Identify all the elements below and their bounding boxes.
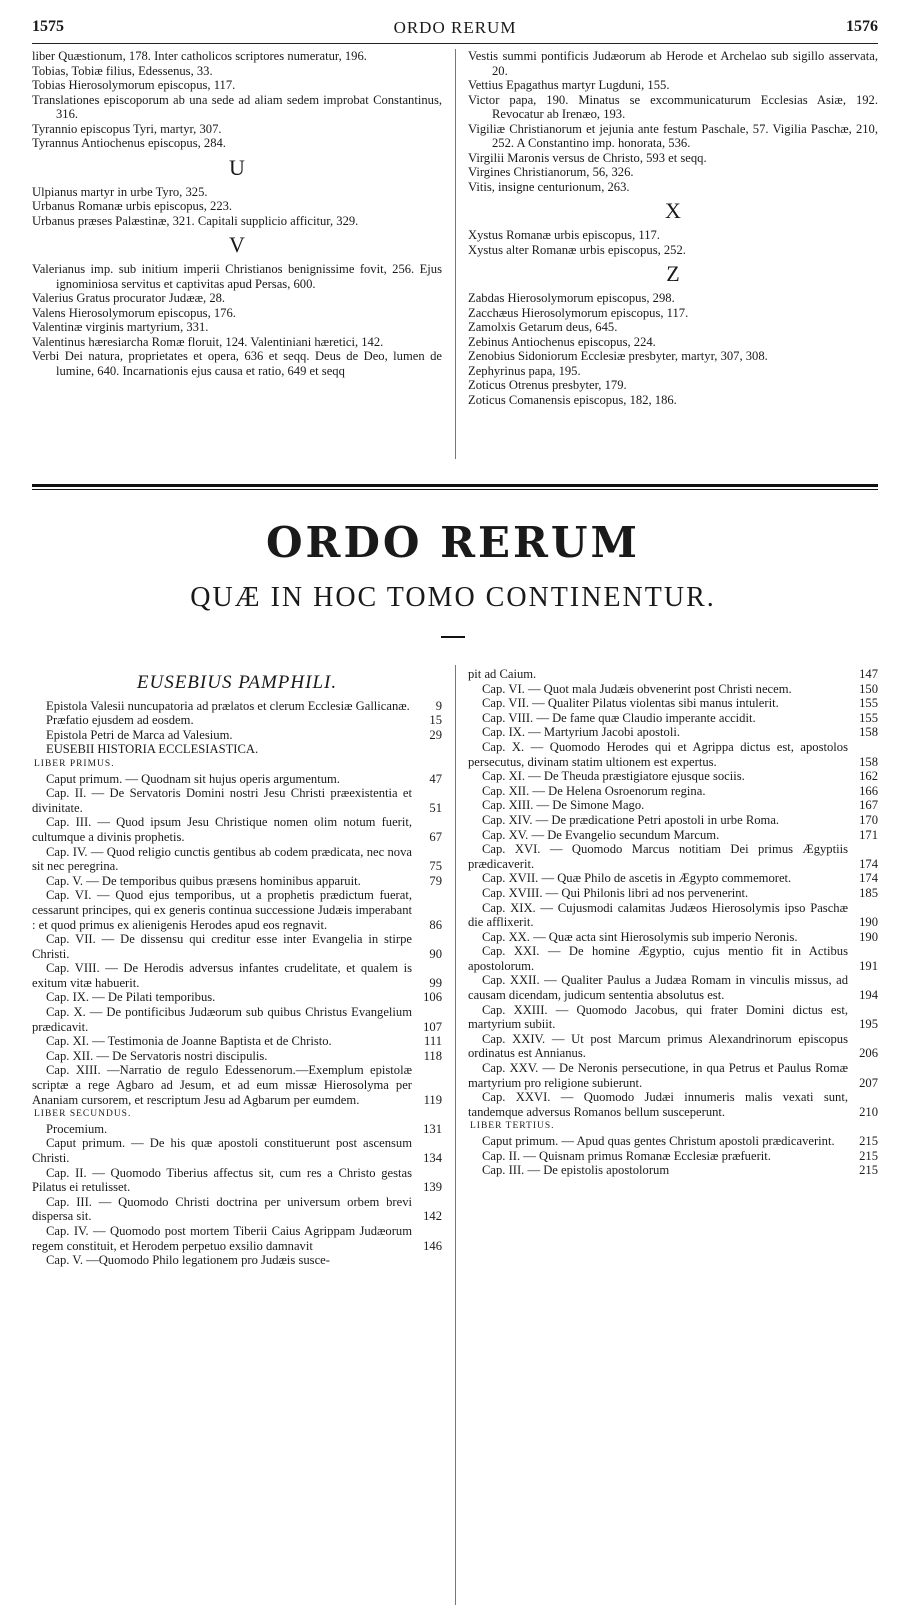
toc-page-number: 155 — [859, 696, 878, 711]
index-entry: Tobias, Tobiæ filius, Edessenus, 33. — [32, 63, 213, 78]
index-entry: Valerianus imp. sub initium imperii Christianos benignissime fovit, 256. Ejus ignominiosa servitus et captivitas apud Persas, 600. — [32, 262, 442, 291]
index-entry: Zephyrinus papa, 195. — [468, 363, 581, 378]
toc-item-text: Cap. XI. — Testimonia de Joanne Baptista et de Christo. — [46, 1034, 332, 1049]
toc-item — [32, 1122, 442, 1137]
toc-item-text: Cap. XIII. — De Simone Mago. — [482, 798, 645, 813]
index-entry: Valentinæ virginis martyrium, 331. — [32, 320, 209, 334]
toc-item — [32, 699, 442, 714]
toc-item — [32, 961, 442, 990]
toc-item-text: Cap. III. — Quomodo Christi doctrina per universum orbem brevi dispersa sit. — [32, 1194, 412, 1224]
toc-item-text: Cap. XII. — De Servatoris nostri discipulis. — [46, 1048, 268, 1063]
toc-page-number: 207 — [859, 1075, 878, 1090]
page-number-right: 1576 — [846, 18, 878, 35]
index-entry: Vitis, insigne centurionum, 263. — [468, 179, 630, 194]
toc-item-text: Cap. VIII. — De fame quæ Claudio imperante accidit. — [482, 710, 756, 725]
toc-item-text: Cap. XIX. — Cujusmodi calamitas Judæos Hierosolymis ipso Paschæ die afflixerit. — [468, 900, 848, 930]
index-entry: Valerius Gratus procurator Judææ, 28. — [32, 291, 226, 305]
index-entry: Urbanus Romanæ urbis episcopus, 223. — [32, 199, 233, 213]
toc-page-number: 119 — [423, 1092, 442, 1107]
toc-item — [468, 667, 878, 682]
toc-item-text: Cap. XV. — De Evangelio secundum Marcum. — [482, 827, 720, 842]
toc-page-number: 194 — [859, 988, 878, 1003]
toc-item-text: pit ad Caium. — [468, 667, 537, 681]
toc-item — [468, 930, 878, 945]
toc-item — [468, 901, 878, 930]
toc-item-text: Cap. XXIV. — Ut post Marcum primus Alexandrinorum episcopus ordinatus est Annianus. — [468, 1031, 848, 1061]
index-column-right — [468, 49, 878, 407]
toc-item-text: Caput primum. — De his quæ apostoli constituerunt post ascensum Christi. — [32, 1136, 412, 1165]
toc-page-number: 191 — [859, 958, 878, 973]
toc-page-number: 174 — [859, 871, 878, 886]
toc-item-text: Cap. X. — De pontificibus Judæorum sub quibus Christus Evangelium prædicavit. — [32, 1005, 412, 1034]
toc-page-number: 111 — [424, 1034, 442, 1049]
toc-column-left — [32, 672, 442, 1268]
toc-item — [32, 1136, 442, 1165]
toc-subtitle: QUÆ IN HOC TOMO CONTINENTUR. — [190, 582, 716, 613]
toc-item — [468, 973, 878, 1002]
toc-item — [468, 740, 878, 769]
toc-page-number: 131 — [423, 1121, 442, 1136]
toc-item — [32, 888, 442, 932]
toc-item-text: Caput primum. — Apud quas gentes Christum apostoli prædicaverint. — [482, 1134, 835, 1148]
toc-item — [468, 784, 878, 799]
toc-item-text: Præfatio ejusdem ad eosdem. — [46, 713, 194, 728]
toc-item — [468, 769, 878, 784]
toc-page-number: 79 — [429, 873, 442, 888]
toc-item-text: Cap. VI. — Quot mala Judæis obvenerint post Christi necem. — [482, 681, 792, 696]
toc-page-number: 174 — [859, 856, 878, 871]
index-entry: Zacchæus Hierosolymorum episcopus, 117. — [468, 305, 689, 320]
toc-item — [468, 711, 878, 726]
toc-page-number: 142 — [423, 1209, 442, 1224]
index-entry: Valentinus hæresiarcha Romæ floruit, 124. Valentiniani hæretici, 142. — [32, 334, 384, 349]
toc-item-text: Cap. XIII. —Narratio de regulo Edessenorum.—Exemplum epistolæ scriptæ a rege Agbaro ad Jesum, et ad eum missæ Hierosolyma per Ananiam cursorem, et rescriptum Jesu ad Agbarum per eumdem. — [32, 1063, 412, 1107]
index-entry: Vestis summi pontificis Judæorum ab Herode et Archelao sub sigillo asservata, 20. — [468, 49, 878, 78]
toc-item — [468, 871, 878, 886]
toc-page-number: 107 — [423, 1019, 442, 1034]
toc-item — [468, 798, 878, 813]
toc-item-text: Cap. X. — Quomodo Herodes qui et Agrippa dictus est, apostolos persecutus, divinam statim ultionem est expertus. — [468, 739, 848, 769]
toc-page-number: 139 — [423, 1180, 442, 1195]
toc-item — [32, 1166, 442, 1195]
toc-item-text: Cap. XX. — Quæ acta sint Hierosolymis sub imperio Neronis. — [482, 929, 798, 944]
index-entry: Zenobius Sidoniorum Ecclesiæ presbyter, martyr, 307, 308. — [468, 349, 768, 363]
toc-item-text: Cap. XVI. — Quomodo Marcus notitiam Dei primus Ægyptiis prædicaverit. — [468, 842, 848, 871]
toc-item — [32, 845, 442, 874]
toc-page-number: 150 — [859, 681, 878, 696]
index-entry: Ulpianus martyr in urbe Tyro, 325. — [32, 184, 208, 199]
index-letter-heading: V — [229, 232, 245, 257]
section-rule-thin — [32, 489, 878, 490]
toc-page-number: 147 — [859, 667, 878, 681]
toc-item-text: Cap. VII. — Qualiter Pilatus violentas sibi manus intulerit. — [482, 696, 779, 711]
toc-column-right — [468, 667, 878, 1178]
toc-item — [468, 1061, 878, 1090]
toc-item-text: Cap. XXI. — De homine Ægyptio, cujus mentio fit in Actibus apostolorum. — [468, 944, 848, 973]
toc-page-number: 166 — [859, 783, 878, 798]
column-divider-top — [455, 49, 456, 459]
toc-item — [468, 886, 878, 901]
toc-item-text: Cap. XVIII. — Qui Philonis libri ad nos pervenerint. — [482, 885, 749, 900]
toc-item — [468, 1163, 878, 1178]
toc-item-text: Cap. XXVI. — Quomodo Judæi innumeris malis vexati sunt, tandemque adversus Romanos bellum susceperunt. — [468, 1090, 848, 1119]
index-letter-heading: X — [665, 198, 681, 223]
toc-page-number: 170 — [859, 812, 878, 827]
toc-page-number: 206 — [859, 1046, 878, 1061]
toc-item — [32, 713, 442, 728]
toc-page-number: 99 — [429, 975, 442, 990]
toc-page-number: 185 — [859, 885, 878, 900]
toc-item-text: Cap. XVII. — Quæ Philo de ascetis in Ægypto commemoret. — [482, 871, 792, 886]
toc-item-text: Cap. IV. — Quod religio cunctis gentibus ab codem prædicata, nec nova sit nec peregrina. — [32, 844, 412, 874]
toc-item — [468, 828, 878, 843]
toc-page-number: 167 — [859, 798, 878, 813]
toc-page-number: 190 — [859, 915, 878, 930]
author-heading: EUSEBIUS PAMPHILI. — [136, 672, 338, 693]
toc-item-text: Caput primum. — Quodnam sit hujus operis argumentum. — [46, 771, 340, 786]
toc-item-text: Cap. II. — De Servatoris Domini nostri Jesu Christi præexistentia et divinitate. — [32, 786, 412, 815]
toc-item-text: Epistola Valesii nuncupatoria ad prælatos et clerum Ecclesiæ Gallicanæ. — [46, 698, 410, 713]
toc-page-number: 134 — [423, 1151, 442, 1165]
toc-page-number: 90 — [429, 946, 442, 961]
toc-page-number: 67 — [429, 829, 442, 844]
toc-page-number: 86 — [429, 917, 442, 932]
title-dash — [441, 636, 465, 638]
running-header — [32, 18, 878, 42]
toc-page-number: 158 — [859, 725, 878, 740]
toc-item-text: Cap. XXV. — De Neronis persecutione, in qua Petrus et Paulus Romæ martyrium pro religione subierunt. — [468, 1061, 848, 1090]
index-entry: Translationes episcoporum ab una sede ad aliam sedem improbat Constantinus, 316. — [32, 92, 442, 121]
index-entry: Vettius Epagathus martyr Lugduni, 155. — [468, 78, 670, 92]
toc-page-number: 9 — [435, 698, 442, 713]
index-letter-heading: Z — [666, 261, 680, 286]
index-entry: Tyrannus Antiochenus episcopus, 284. — [32, 136, 226, 150]
toc-item — [32, 1049, 442, 1064]
header-rule — [32, 43, 878, 44]
toc-item — [32, 1005, 442, 1034]
toc-page-number: 75 — [429, 859, 442, 874]
index-entry: Valens Hierosolymorum episcopus, 176. — [32, 305, 236, 320]
toc-page-number: 215 — [859, 1163, 878, 1178]
book-heading: LIBER SECUNDUS. — [34, 1109, 132, 1120]
toc-item-text: Epistola Petri de Marca ad Valesium. — [46, 727, 233, 742]
book-heading: LIBER TERTIUS. — [470, 1121, 555, 1132]
section-rule-thick — [32, 484, 878, 487]
toc-page-number: 210 — [859, 1104, 878, 1119]
toc-item-text: Cap. II. — Quisnam primus Romanæ Ecclesiæ præfuerit. — [482, 1148, 771, 1163]
toc-item — [32, 728, 442, 743]
index-column-left — [32, 49, 442, 378]
toc-item-text: Cap. IX. — De Pilati temporibus. — [46, 990, 216, 1005]
toc-item-text: Cap. V. —Quomodo Philo legationem pro Judæis susce- — [46, 1253, 330, 1268]
index-entry: liber Quæstionum, 178. Inter catholicos scriptores numeratur, 196. — [32, 49, 367, 63]
toc-page-number: 15 — [429, 713, 442, 728]
toc-page-number: 118 — [423, 1048, 442, 1063]
index-entry: Tobias Hierosolymorum episcopus, 117. — [32, 78, 236, 92]
column-divider-bottom — [455, 665, 456, 1605]
toc-item-text: Cap. II. — Quomodo Tiberius affectus sit, cum res a Christo gestas Pilatus ei retulisset. — [32, 1165, 412, 1195]
toc-item-text: Cap. VIII. — De Herodis adversus infantes crudelitate, et qualem is exitum vitæ habuerit. — [32, 961, 412, 990]
toc-item — [32, 815, 442, 844]
toc-item — [32, 932, 442, 961]
toc-item — [468, 842, 878, 871]
toc-item — [468, 696, 878, 711]
section-heading: EUSEBII HISTORIA ECCLESIASTICA. — [46, 742, 259, 757]
index-entry: Virgines Christianorum, 56, 326. — [468, 165, 634, 179]
toc-item — [468, 1090, 878, 1119]
running-title: ORDO RERUM — [393, 18, 517, 37]
toc-item — [32, 1063, 442, 1107]
toc-item — [32, 990, 442, 1005]
toc-item-text: Cap. VII. — De dissensu qui creditur esse inter Evangelia in stirpe Christi. — [32, 932, 412, 961]
toc-item — [468, 1149, 878, 1164]
index-entry: Zebinus Antiochenus episcopus, 224. — [468, 334, 656, 349]
index-entry: Zabdas Hierosolymorum episcopus, 298. — [468, 291, 675, 305]
index-entry: Xystus Romanæ urbis episcopus, 117. — [468, 228, 660, 242]
toc-item — [468, 1003, 878, 1032]
toc-item — [468, 1134, 878, 1149]
toc-item — [468, 944, 878, 973]
toc-item-text: Cap. XIV. — De prædicatione Petri apostoli in urbe Roma. — [482, 812, 780, 827]
toc-item-text: Cap. XI. — De Theuda præstigiatore ejusque sociis. — [482, 769, 745, 784]
toc-item-text: Cap. XII. — De Helena Osroenorum regina. — [482, 783, 706, 798]
toc-item-text: Cap. XXII. — Qualiter Paulus a Judæa Romam in vinculis missus, ad causam dicendam, judicum sententia absolutus est. — [468, 973, 848, 1003]
toc-page-number: 106 — [423, 990, 442, 1005]
toc-page-number: 162 — [859, 769, 878, 784]
toc-item — [32, 772, 442, 787]
index-entry: Xystus alter Romanæ urbis episcopus, 252. — [468, 242, 686, 257]
toc-page-number: 47 — [429, 771, 442, 786]
toc-item-text: Cap. IV. — Quomodo post mortem Tiberii Caius Agrippam Judæorum regem constituit, et Herodem perpetuo exsilio damnavit — [32, 1223, 412, 1253]
index-entry: Victor papa, 190. Minatus se excommunicaturum Ecclesias Asiæ, 192. Revocatur ab Irenæo, 193. — [468, 92, 878, 121]
index-entry: Urbanus præses Palæstinæ, 321. Capitali supplicio afficitur, 329. — [32, 213, 359, 228]
toc-page-number: 146 — [423, 1238, 442, 1253]
toc-page-number: 195 — [859, 1017, 878, 1032]
toc-item-text: Cap. XXIII. — Quomodo Jacobus, qui frater Domini dictus est, martyrium subiit. — [468, 1002, 848, 1032]
toc-page-number: 215 — [859, 1134, 878, 1148]
toc-item — [468, 725, 878, 740]
index-entry: Zoticus Comanensis episcopus, 182, 186. — [468, 392, 677, 407]
toc-page-number: 190 — [859, 929, 878, 944]
toc-item-text: Cap. III. — De epistolis apostolorum — [482, 1163, 670, 1178]
toc-item-text: Cap. VI. — Quod ejus temporibus, ut a prophetis prædictum fuerat, cessarunt principes, qui ex generis continua successione Judæis imperabant : et quod primus ex alienigenis Herodes apud eos regnavit. — [32, 888, 412, 932]
toc-page-number: 51 — [429, 800, 442, 815]
toc-item — [32, 786, 442, 815]
toc-page-number: 215 — [859, 1148, 878, 1163]
toc-item-text: Cap. III. — Quod ipsum Jesu Christique nomen olim notum fuerit, cultumque a divinis prophetis. — [32, 815, 412, 844]
toc-title: ORDO RERUM — [265, 518, 641, 567]
book-heading: LIBER PRIMUS. — [34, 758, 115, 769]
toc-item — [32, 1253, 442, 1268]
toc-item — [32, 1195, 442, 1224]
index-entry: Tyrannio episcopus Tyri, martyr, 307. — [32, 121, 222, 136]
toc-item — [468, 813, 878, 828]
toc-page-number: 155 — [859, 710, 878, 725]
index-entry: Zamolxis Getarum deus, 645. — [468, 320, 618, 334]
toc-page-number: 29 — [429, 727, 442, 742]
toc-item-text: Procemium. — [46, 1121, 108, 1136]
index-entry: Zoticus Otrenus presbyter, 179. — [468, 378, 627, 392]
toc-page-number: 158 — [859, 754, 878, 769]
toc-item — [32, 1034, 442, 1049]
toc-item — [32, 874, 442, 889]
page-number-left: 1575 — [32, 18, 64, 35]
toc-item — [32, 1224, 442, 1253]
index-entry: Vigiliæ Christianorum et jejunia ante festum Paschale, 57. Vigilia Paschæ, 210, 252. A Constantino imp. honorata, 536. — [468, 121, 878, 150]
index-letter-heading: U — [229, 154, 245, 180]
index-entry: Verbi Dei natura, proprietates et opera, 636 et seqq. Deus de Deo, lumen de lumine, 640. Incarnationis ejus causa et ratio, 649 et seqq — [32, 349, 442, 378]
index-entry: Virgilii Maronis versus de Christo, 593 et seqq. — [468, 150, 707, 165]
toc-page-number: 171 — [859, 827, 878, 842]
toc-item — [468, 682, 878, 697]
toc-item-text: Cap. IX. — Martyrium Jacobi apostoli. — [482, 725, 680, 740]
toc-item — [468, 1032, 878, 1061]
toc-item-text: Cap. V. — De temporibus quibus præsens hominibus apparuit. — [46, 873, 361, 888]
